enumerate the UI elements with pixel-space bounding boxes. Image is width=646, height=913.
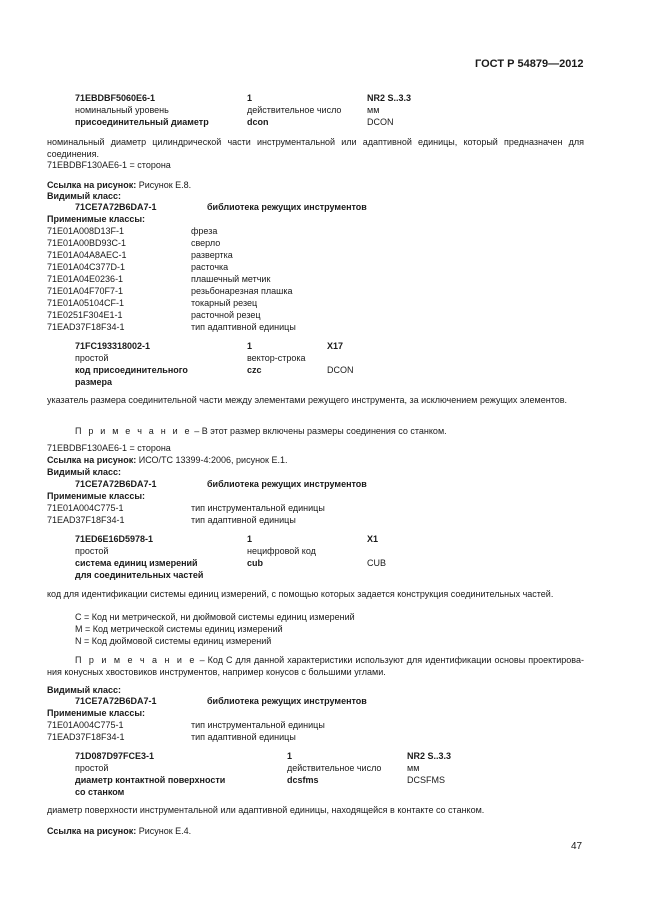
class-name: тип адаптивной единицы xyxy=(191,732,296,742)
class-name: сверло xyxy=(191,238,221,248)
visible-class-id: 71CE7A72B6DA7-1 xyxy=(75,479,157,489)
applicable-classes-label: Применимые классы: xyxy=(47,214,146,224)
visible-class-name: библиотека режущих инструментов xyxy=(207,202,367,212)
page-number: 47 xyxy=(571,841,583,852)
visible-class-id: 71CE7A72B6DA7-1 xyxy=(75,696,157,706)
code-item: M = Код метрической системы единиц измерений xyxy=(75,624,283,634)
definition-text: диаметр поверхности инструментальной или адаптивной единицы, находящейся в контакте со станком. xyxy=(47,805,485,815)
figure-reference xyxy=(47,825,191,837)
class-id: 71E01A04A8AEC-1 xyxy=(47,250,127,260)
class-name: тип адаптивной единицы xyxy=(191,515,296,525)
property-format: X17 xyxy=(327,341,344,351)
property-data-type: действительное число xyxy=(247,105,342,115)
class-name: расточной резец xyxy=(191,310,261,320)
class-name: тип инструментальной единицы xyxy=(191,720,325,730)
figure-reference xyxy=(47,454,288,466)
property-format: NR2 S..3.3 xyxy=(407,751,452,761)
class-id: 71EAD37F18F34-1 xyxy=(47,515,125,525)
property-id: 71D087D97FCE3-1 xyxy=(75,751,155,761)
class-id: 71E01A004C775-1 xyxy=(47,503,124,513)
note-label: П р и м е ч а н и е xyxy=(75,426,192,436)
note-text: – Код С для данной характеристики используют для идентификации основы проектирова-ния конусных хвостовиков инструментов, например конусов с большими углами. xyxy=(47,655,584,677)
note xyxy=(75,425,447,437)
note-text: – В этот размер включены размеры соединения со станком. xyxy=(191,426,447,436)
property-preferred-name-cont: со станком xyxy=(75,787,125,797)
side-reference: 71EBDBF130AE6-1 = сторона xyxy=(47,443,171,453)
property-name: простой xyxy=(75,546,109,556)
definition-text: код для идентификации системы единиц измерений, с помощью которых задается конструкция соединительных частей. xyxy=(47,589,554,599)
property-short-name: DCON xyxy=(327,365,354,375)
class-id: 71EAD37F18F34-1 xyxy=(47,322,125,332)
figure-reference-value: ИСО/ТС 13399-4:2006, рисунок Е.1. xyxy=(136,455,288,465)
figure-reference-value: Рисунок Е.8. xyxy=(136,180,192,190)
note xyxy=(47,654,584,678)
property-symbol: czc xyxy=(247,365,262,375)
code-item: N = Код дюймовой системы единиц измерений xyxy=(75,636,272,646)
property-id: 71EBDBF5060E6-1 xyxy=(75,93,156,103)
class-name: тип инструментальной единицы xyxy=(191,503,325,513)
class-name: резьбонарезная плашка xyxy=(191,286,293,296)
property-id: 71FC193318002-1 xyxy=(75,341,151,351)
property-symbol: dcon xyxy=(247,117,269,127)
visible-class-label: Видимый класс: xyxy=(47,191,121,201)
property-data-type: вектор-строка xyxy=(247,353,306,363)
property-preferred-name: диаметр контактной поверхности xyxy=(75,775,226,785)
visible-class-id: 71CE7A72B6DA7-1 xyxy=(75,202,157,212)
class-id: 71E0251F304E1-1 xyxy=(47,310,123,320)
class-name: плашечный метчик xyxy=(191,274,271,284)
property-short-name: DCON xyxy=(367,117,394,127)
property-preferred-name: код присоединительного xyxy=(75,365,188,375)
class-id: 71E01A008D13F-1 xyxy=(47,226,125,236)
property-format: NR2 S..3.3 xyxy=(367,93,412,103)
class-name: фреза xyxy=(191,226,218,236)
code-item: C = Код ни метрической, ни дюймовой системы единиц измерений xyxy=(75,612,355,622)
class-id: 71E01A04F70F7-1 xyxy=(47,286,124,296)
property-version: 1 xyxy=(247,341,253,351)
note-label: П р и м е ч а н и е xyxy=(75,655,197,665)
class-id: 71E01A00BD93C-1 xyxy=(47,238,127,248)
property-preferred-name-cont: для соединительных частей xyxy=(75,570,204,580)
figure-reference-label: Ссылка на рисунок: xyxy=(47,455,137,465)
property-format: X1 xyxy=(367,534,379,544)
property-short-name: CUB xyxy=(367,558,387,568)
property-id: 71ED6E16D5978-1 xyxy=(75,534,154,544)
class-name: развертка xyxy=(191,250,233,260)
figure-reference-value: Рисунок Е.4. xyxy=(136,826,192,836)
visible-class-name: библиотека режущих инструментов xyxy=(207,479,367,489)
property-preferred-name: присоединительный диаметр xyxy=(75,117,209,127)
definition-text: номинальный диаметр цилиндрической части инструментальной или адаптивной единицы, который предназначен для соединения. xyxy=(47,137,584,159)
property-unit: мм xyxy=(367,105,380,115)
property-name: простой xyxy=(75,763,109,773)
visible-class-name: библиотека режущих инструментов xyxy=(207,696,367,706)
property-symbol: cub xyxy=(247,558,264,568)
class-name: расточка xyxy=(191,262,229,272)
definition-text: указатель размера соединительной части между элементами режущего инструмента, за исключением режущих элементов. xyxy=(47,395,568,405)
property-version: 1 xyxy=(247,93,253,103)
property-preferred-name-cont: размера xyxy=(75,377,113,387)
figure-reference-label: Ссылка на рисунок: xyxy=(47,180,137,190)
class-id: 71E01A05104CF-1 xyxy=(47,298,125,308)
side-reference: 71EBDBF130AE6-1 = сторона xyxy=(47,160,171,170)
property-preferred-name: система единиц измерений xyxy=(75,558,198,568)
property-short-name: DCSFMS xyxy=(407,775,445,785)
property-version: 1 xyxy=(287,751,293,761)
property-unit: мм xyxy=(407,763,420,773)
class-id: 71E01A004C775-1 xyxy=(47,720,124,730)
class-name: токарный резец xyxy=(191,298,258,308)
property-version: 1 xyxy=(247,534,253,544)
property-symbol: dcsfms xyxy=(287,775,319,785)
applicable-classes-label: Применимые классы: xyxy=(47,491,146,501)
property-name: простой xyxy=(75,353,109,363)
class-name: тип адаптивной единицы xyxy=(191,322,296,332)
figure-reference-label: Ссылка на рисунок: xyxy=(47,826,137,836)
property-data-type: нецифровой код xyxy=(247,546,316,556)
class-id: 71E01A04C377D-1 xyxy=(47,262,126,272)
class-id: 71EAD37F18F34-1 xyxy=(47,732,125,742)
class-row xyxy=(47,225,124,237)
visible-class-label: Видимый класс: xyxy=(47,467,121,477)
class-id: 71E01A04E0236-1 xyxy=(47,274,124,284)
property-data-type: действительное число xyxy=(287,763,382,773)
standard-header: ГОСТ Р 54879—2012 xyxy=(475,58,584,70)
visible-class-label: Видимый класс: xyxy=(47,685,121,695)
applicable-classes-label: Применимые классы: xyxy=(47,708,146,718)
property-name: номинальный уровень xyxy=(75,105,169,115)
